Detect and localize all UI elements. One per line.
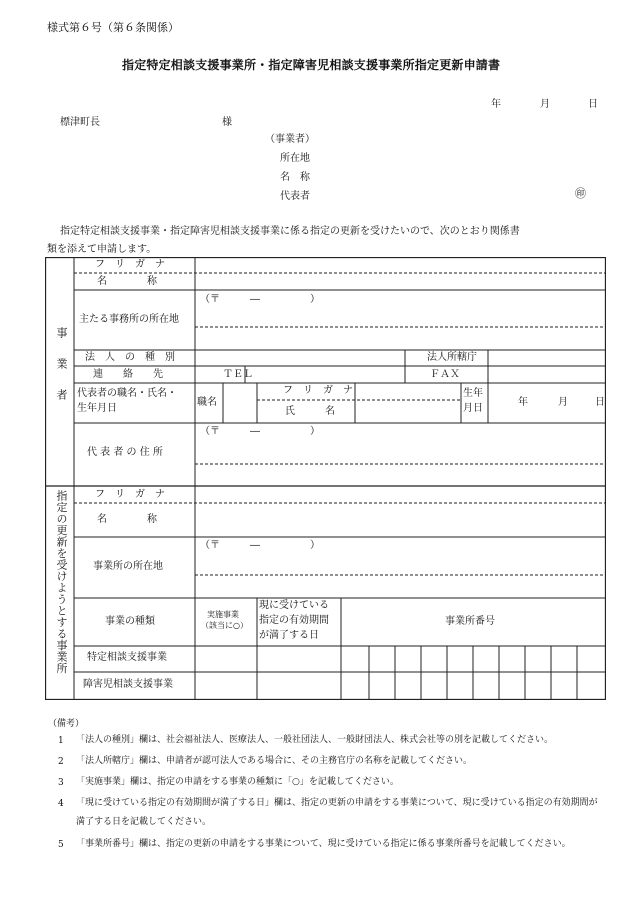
business-type-header: 事業の種類 bbox=[105, 616, 155, 627]
birth-month[interactable]: 月 bbox=[558, 397, 568, 408]
service-row-2-label: 障害児相談支援事業 bbox=[83, 679, 173, 690]
office-number-header: 事業所番号 bbox=[445, 616, 495, 627]
applicant-rep-label: 代表者 bbox=[280, 191, 310, 202]
office-address-label: 事業所の所在地 bbox=[93, 561, 163, 572]
tel-label: ＴＥＬ bbox=[223, 369, 253, 380]
date-day[interactable]: 日 bbox=[588, 99, 598, 110]
furigana-label: フ リ ガ ナ bbox=[95, 259, 165, 270]
section-label-business-operator: 事業者 bbox=[55, 327, 68, 420]
applicant-heading: （事業者） bbox=[265, 134, 315, 145]
job-title-label: 職名 bbox=[197, 397, 217, 408]
rep-info-label-line1: 代表者の職名・氏名・ bbox=[77, 388, 177, 399]
addressee: 標津町長 bbox=[60, 117, 100, 128]
page-title: 指定特定相談支援事業所・指定障害児相談支援事業所指定更新申請書 bbox=[122, 58, 501, 72]
application-form-table bbox=[45, 257, 606, 700]
office-name-label: 名 称 bbox=[97, 514, 157, 525]
date-year[interactable]: 年 bbox=[491, 99, 501, 110]
operator-name-label: 名 称 bbox=[97, 276, 157, 287]
birth-label-line1: 生年 bbox=[463, 388, 483, 399]
rep-full-name-label: 氏 名 bbox=[285, 406, 335, 417]
corp-authority-label: 法人所轄庁 bbox=[427, 352, 477, 363]
main-office-address-label: 主たる事務所の所在地 bbox=[79, 314, 179, 325]
form-number: 様式第６号（第６条関係） bbox=[47, 21, 179, 34]
expiry-header-line1: 現に受けている bbox=[259, 600, 329, 611]
applicant-name-label: 名 称 bbox=[280, 172, 310, 183]
implemented-header-line2: （該当に○） bbox=[201, 621, 248, 630]
expiry-header-line3: が満了する日 bbox=[259, 630, 319, 641]
implemented-header-line1: 実施事業 bbox=[207, 610, 239, 619]
corp-type-label: 法 人 の 種 別 bbox=[85, 352, 175, 363]
fax-label: ＦＡＸ bbox=[430, 369, 460, 380]
section-label-renewal-office: 指定の更新を受けようとする事業所 bbox=[55, 490, 68, 674]
rep-address-label: 代 表 者 の 住 所 bbox=[87, 447, 163, 458]
birth-year[interactable]: 年 bbox=[518, 397, 528, 408]
expiry-header-line2: 指定の有効期間 bbox=[259, 615, 329, 626]
main-office-postal[interactable]: （〒 ― ） bbox=[200, 294, 320, 305]
body-text-line2: 類を添えて申請します。 bbox=[47, 244, 157, 255]
honorific: 様 bbox=[222, 117, 232, 128]
rep-info-label-line2: 生年月日 bbox=[77, 403, 117, 414]
rep-address-postal[interactable]: （〒 ― ） bbox=[200, 426, 320, 437]
date-month[interactable]: 月 bbox=[540, 99, 550, 110]
seal-mark: ㊞ bbox=[575, 187, 586, 200]
office-furigana-label: フ リ ガ ナ bbox=[95, 489, 165, 500]
birth-day[interactable]: 日 bbox=[595, 397, 605, 408]
applicant-location-label: 所在地 bbox=[280, 153, 310, 164]
rep-furigana-label: フ リ ガ ナ bbox=[283, 385, 353, 396]
service-row-1-label: 特定相談支援事業 bbox=[87, 652, 167, 663]
body-text-line1: 指定特定相談支援事業・指定障害児相談支援事業に係る指定の更新を受けたいので、次のとおり関係書 bbox=[60, 226, 520, 237]
birth-label-line2: 月日 bbox=[463, 403, 483, 414]
office-address-postal[interactable]: （〒 ― ） bbox=[200, 540, 320, 551]
contact-label: 連 絡 先 bbox=[93, 369, 163, 380]
notes-heading: （備考） bbox=[48, 719, 85, 729]
